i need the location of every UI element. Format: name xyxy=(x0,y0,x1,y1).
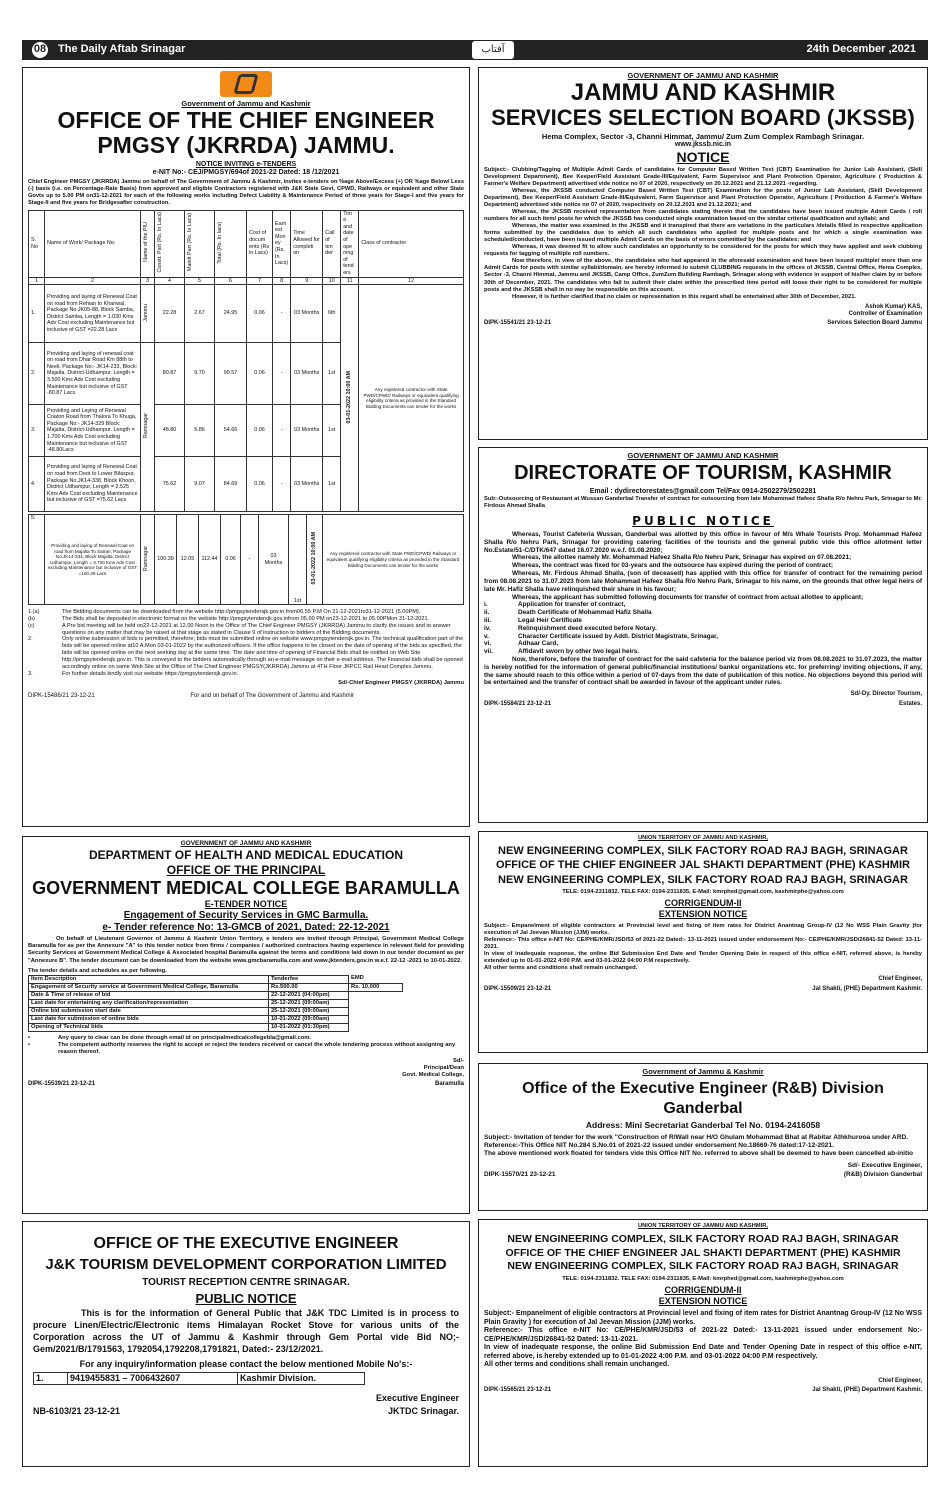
cell-emd xyxy=(348,991,402,999)
jkssb-para: Whereas, the matter was examined in the JKSSB and it transpired that there are variations in the particulars /details filled in respective application forms submitted by the candidates due to which all such candidates who applied for multiple posts and for which a single examination was scheduled/conducted, have been issued multiple Admit Cards on the basis of errors committed by the candidates; and xyxy=(484,223,922,244)
doc-num: vi. xyxy=(484,640,492,648)
note-text: The Bids shall be deposited in electronic format on the website http://pmgsytendersjk.gov.infrom 05.00 PM on23-12-2021 to 05.00PMon 31-12-2021. xyxy=(62,616,430,623)
th-fee: Tenderfee xyxy=(268,975,348,983)
doc-num: v. xyxy=(484,632,489,640)
phe1-others: All other terms and conditions shall remain unchanged. xyxy=(484,965,638,972)
phe2-dipk: DIPK-15565/21 23-12-21 xyxy=(484,1387,552,1394)
tourism-sub: Sub:-Outsourcing of Restaurant at Wussan Ganderbal Transfer of contract for outsourcing from late Mohammad Hafeez Shalla R/o Nehru Park, Srinagar to Mr. Firdous Ahmad Shalla xyxy=(484,496,922,510)
row-sno: 2. xyxy=(29,343,45,405)
jkssb-sign1: Ashok Kumar) KAS, xyxy=(864,303,922,310)
row-earnest: - xyxy=(273,343,291,405)
row5-piu: Ramnagar xyxy=(143,545,149,571)
colnum: 9 xyxy=(291,277,323,285)
cell-fee: 10-01-2022 (09:00am) xyxy=(268,1015,348,1023)
doc-text: Affidavit sworn by other two legal heirs. xyxy=(518,648,640,656)
gmc-dept: DEPARTMENT OF HEALTH AND MEDICAL EDUCATION xyxy=(89,847,403,862)
note-num: 1.(a) xyxy=(28,609,40,616)
phe2-sign2: Jal Shakti, (PHE) Department Kashmir. xyxy=(812,1387,922,1394)
row-time: 03 Months xyxy=(291,343,323,405)
doc-text: Adhaar Card, xyxy=(518,640,559,648)
pmgsy-behalf: For and on behalf of The Government of Jammu and Kashmir xyxy=(190,693,354,700)
rnb-address: Address: Mini Secretariat Ganderbal Tel No. 0194-2416058 xyxy=(585,1120,821,1131)
th-piu: Name of the PIU xyxy=(143,222,149,263)
table-row xyxy=(29,975,403,983)
pmgsy-sign: Sd/-Chief Engineer PMGSY (JKRRDA) Jammu xyxy=(338,680,464,687)
gmc-title: GOVERNMENT MEDICAL COLLEGE BARAMULLA xyxy=(32,878,460,899)
gmc-dipk: DIPK-15539/21 23-12-21 xyxy=(28,1081,96,1088)
row-total: 24.95 xyxy=(215,285,247,343)
list-item xyxy=(484,640,922,648)
row-work: Providing and laying of renewal coat on road from Dhar Road Km 88th to Neeli. Package No:- JK14-233, Block: Majalta, District-Udhampur. Length = 3.500 Kms Adv Cost excluding Maintenance but inclusive of GST -80.87 Lacs xyxy=(45,343,141,405)
row-total: 112.44 xyxy=(199,515,221,605)
row5-class: Any registered contractor with State PWD/CPWD/ Railways or equivalent qualifying eligibility criteria as provided in the Standard Bidding Documents can tender for the works xyxy=(323,515,464,605)
jkssb-para: Whereas, the JKSSB received representation from candidates stating therein that the candidates have been issued multiple Admit Cards / roll numbers for all such item/ posts for which the JKSSB has conducted single examination based on the similar criteria/ qualification and syllabi; and xyxy=(484,208,922,222)
cell-item: Last date for entertaining any clarification/representation xyxy=(29,999,269,1007)
th-maintt: Maintt Part (Rs. In Lacs) xyxy=(187,213,193,272)
doc-text: Application for transfer of contract, xyxy=(518,601,626,609)
row-maintt: 9.70 xyxy=(185,343,215,405)
row-time: 03 Months xyxy=(291,285,323,343)
tourism-title: DIRECTORATE OF TOURISM, KASHMIR xyxy=(514,462,892,485)
tourism-para: Whereas, the contract was fixed for 03-years and the outsource has expired during the period of contract; xyxy=(512,562,834,570)
issue-date: 24th December ,2021 xyxy=(806,43,916,56)
contact-num: 1. xyxy=(34,1373,68,1385)
colnum: 6 xyxy=(215,277,247,285)
row-work: Providing and Laying of Renewal Coaton Road from Thalora To Khuga, Package No:- JK14-329 Block: Majalta, District-Udhampur. Length = 1.700 Kms Adv Cost excluding Maintenance but inclusive of GST -48.80Lacs xyxy=(45,405,141,457)
phe2-reference: Reference:- This office e-NIT No: CE/PHE/KMR/JSD/53 of 2021-22 Dated:- 13-11-2021 issued under endorsement No:-CE/PHE/KMR/JSD/26841-52 Dated: 13-11-2021. xyxy=(484,1327,922,1343)
row-constt: 48.80 xyxy=(155,405,185,457)
tourism-final: Now, therefore, before the transfer of contract for the said cafeteria for the balance period viz from 08.08.2021 to 31.07.2023, the matter is hereby notified for the information of general public/financial institutions/ banks/ organizations etc. for preferring/ inviting objections, if any, the same should reach to this office within a period of 07-days from the date of publication of this notice. No objections beyond this period will be entertained and the transfer of contract shall be awarded in favour of the applicant under rules. xyxy=(484,656,922,687)
piu-jammu: Jammu xyxy=(143,303,149,322)
tourism-sign2: Estates. xyxy=(898,700,922,707)
jktdc-contact-intro: For any inquiry/information please contact the below mentioned Mobile No's:- xyxy=(79,1359,413,1370)
table-row xyxy=(29,999,403,1007)
colnum: 1 xyxy=(29,277,45,285)
cell-fee: 22-12-2021 (04:00pm) xyxy=(268,991,348,999)
doc-num: ii. xyxy=(484,609,490,617)
note-num: 2. xyxy=(28,636,33,643)
colnum-row xyxy=(29,277,464,285)
jkssb-para: Whereas, it was deemed fit to allow such candidates an opportunity to be considered for the posts for which they have applied and seek clubbing requests for tagging of multiple roll numbers. xyxy=(484,244,922,258)
list-item: • Any query to clear can be done through email id on principalmedicalcollegebla@gmail.com. xyxy=(28,1035,312,1042)
th-constt: Constt. Part (Rs. In Lacs) xyxy=(157,212,163,273)
phe1-corrigendum: CORRIGENDUM-II xyxy=(664,898,742,909)
pmgsy-intro: Chief Engineer PMGSY (JKRRDA) Jammu on behalf of The Government of Jammu & Kashmir, invites e-tenders on %age Above/Excess (+) OR %age Below/ Less (-) basis (i.e. on Percentage-Rate Basis) from approved and eligible Contractors registered with J&K State Govt, CPWD, Railways or equivalent and other State Govts up to 5.00 PM on31-12-2021 for each of the following works including Defect Liability & Maintenance Period of three years for Stage-I and five years for Stage-II and five years for Bridgesafter construction. xyxy=(28,178,464,206)
row-maintt: 5.86 xyxy=(185,405,215,457)
th-call: Call of ten der xyxy=(323,210,341,277)
jkssb-dipk: DIPK-15541/21 23-12-21 xyxy=(484,320,552,327)
piu-ramnagar: Ramnagar xyxy=(143,413,149,439)
note-item xyxy=(28,609,464,616)
note-num: 3. xyxy=(28,670,33,677)
gmc-bullets xyxy=(28,1035,464,1056)
contact-division: Kashmir Division. xyxy=(238,1373,365,1385)
phe1-sign1: Chief Engineer, xyxy=(878,976,922,983)
doc-num: i. xyxy=(484,601,488,609)
row5-date: 03-01-2022 10:00 AM xyxy=(311,532,318,585)
jktdc-nb: NB-6103/21 23-12-21 xyxy=(33,1406,121,1417)
colnum: 7 xyxy=(247,277,273,285)
phe2-ut: UNION TERRITORY OF JAMMU AND KASHMIR, xyxy=(637,1223,769,1229)
jkssb-notice xyxy=(478,67,928,440)
row-constt: 100.39 xyxy=(155,515,177,605)
phe1-line3: NEW ENGINEERING COMPLEX, SILK FACTORY ROAD RAJ BAGH, SRINAGAR xyxy=(498,873,908,886)
row-total: 54.66 xyxy=(215,405,247,457)
jkssb-website: www.jkssb.nic.in xyxy=(674,140,732,148)
list-item xyxy=(484,625,922,633)
row-maintt: 12.05 xyxy=(177,515,199,605)
list-item xyxy=(484,633,922,641)
list-item xyxy=(484,609,922,617)
note-text: Only online submission of bids is permitted, therefore; bids must be submitted online on website www.pmgsytendersjk.gov.in. The technical qualification part of the bids will be opened online at10 A.Mon 03-01-2022 by the authorized officers. If the office happens to be closed on the date of opening of the bids as specified, the bids will be opened online on the next working day at the same time. The date and time of opening of Financial Bids shall be notified on Web Site http://pmgsytendersjk.gov.in. This is conveyed to the bidders automatically through an e-mail message on their e-mail address. The Financial bids shall be opened accordingly online on same Web Site at the Office of The Chief Engineer PMGSY(JKRRDA) Jammu at 4TH Floor JKPCC Rail Head Complex Jammu. xyxy=(62,636,464,670)
row-constt: 22.28 xyxy=(155,285,185,343)
phe2-subject: Subject:- Empanelment of eligible contractors at Provincial level and fixing of item rates for District Anantnag Group-IV (12 No WSS Plain Gravity ) for execution of Jal Jeevan Mission (JJM) works. xyxy=(484,1309,922,1326)
phe1-tel: TELE: 0194-2311832. TELE FAX: 0194-2311835, E-Mail: kmrphed@gmail.com, kashmirphe@yahoo.com xyxy=(562,888,844,895)
gmc-office: OFFICE OF THE PRINCIPAL xyxy=(166,862,326,877)
row-work: Providing and laying of Renewal Coat on road from Deot to Lower Bilaspur, Package No.JK14-338, Block Khoon, District Udhampur, Length = 2.525 Kms Adv Cost excluding Maintenance but inclusive of GST =75.62 Lacs xyxy=(45,457,141,512)
tourism-para: Whereas, Tourist Cafeteria Wussan, Ganderbal was allotted by this office in favour of M/s Whale Tourists Prop. Mohammad Hafeez Shalla R/o Nehru Park, Srinagar for providing catering facilities of the tourists and the general public vide this office allotment letter No.Estate/51-C/DTK/647 dated 16.07.2020 w.e.f. 01.08.2020; xyxy=(484,531,922,554)
paper-logo: آفتاب xyxy=(472,41,514,59)
rnb-sign2: (R&B) Division Ganderbal xyxy=(843,1171,922,1179)
cell-item: Last date for submission of online bids xyxy=(29,1015,269,1023)
rnb-dipk: DIPK-15570/21 23-12-21 xyxy=(484,1171,556,1179)
gmc-engagement: Engagement of Security Services in GMC Barmulla. xyxy=(123,909,369,921)
th-time: Time Allowed for completi on xyxy=(291,210,323,277)
table-row xyxy=(29,983,403,991)
tourism-dipk: DIPK-15584/21 23-12-21 xyxy=(484,700,552,707)
pmgsy-dipk: DIPK-15486/21 23-12-21 xyxy=(28,693,95,700)
jkssb-para: Now therefore, in view of the above, the candidates who had appeared in the aforesaid examination and have been issued multiple/ more than one Admit Cards for posts with similar syllabi/domain, are hereby informed to submit CLUBBING requests in the offices of JKSSB, Central Office, Hema Complex, Sector -3, Channi Himmat, Jammu and JKSSB, Camp Office, ZumZum Building Rambagh, Srinagar along with evidence in support of his/her claim by or before 30th of December, 2021. The candidates who fail to submit their claim within the prescribed time period will loose their right to be considered for multiple posts and the JKSSB shall in no way be responsible on this account. xyxy=(484,258,922,293)
note-text: A Pre bid meeting will be held on22-12-2021 at 12.00 Noon in the Office of The Chief Engineer PMGSY (JKRRDA) Jammu to clarify the issues and to answer questions on any matter that may be raised at that stage as stated in Clause 9 of instruction to bidders of the Bidding documents. xyxy=(62,622,451,636)
phe1-ut: UNION TERRITORY OF JAMMU AND KASHMIR, xyxy=(637,835,769,841)
gmc-body: On behalf of Lieutenant Governor of Jammu & Kashmir Union Territory, e tenders are invited through Principal, Government Medical College Baramulla for as per the Annexure "A" to this tender notice from firms / companies / authorized contractors having experience in relevant field for providing Security Services at Government Medical College & Associated hospital Baramulla against the terms and conditions laid down in our tender document as per "Annexure B". The tender document can be downloaded from the website www.gmcbaramulla.com and www.jktenders.gov.in w.e.f. 22-12 -2021 to 10-01-2022. xyxy=(28,936,464,964)
tourism-para: Whereas, the applicant has submitted following documents for transfer of contract from actual allottee to applicant; xyxy=(512,593,864,601)
phe1-dipk: DIPK-15509/21 23-12-21 xyxy=(484,985,552,992)
note-text: For further details kindly visit our website https://pmgsytendersjk.gov.in. xyxy=(62,670,239,677)
cell-emd xyxy=(348,1007,402,1015)
rnb-body: The above mentioned work floated for tenders vide this Office NIT No. referred to above shall be deemed to have been cancelled ab-initio xyxy=(484,1149,914,1157)
row-maintt: 2.67 xyxy=(185,285,215,343)
bullet-text: Any query to clear can be done through email id on principalmedicalcollegebla@gmail.com. xyxy=(58,1035,312,1042)
cell-fee: 25-12-2021 (09:00am) xyxy=(268,1007,348,1015)
bullet-text: The competent authority reserves the right to accept or reject the tenders received or cancel the whole tendering process without assigning any reason thereof. xyxy=(58,1042,456,1056)
row-maintt: 9.07 xyxy=(185,457,215,512)
colnum: 3 xyxy=(141,277,155,285)
pmgsy-nit: e-NIT No:- CEJ/PMGSY/694of 2021-22 Dated: 18 /12/2021 xyxy=(152,169,340,177)
opening-date: 03-01-2022 10:00 AM xyxy=(346,370,353,424)
jkssb-title2: SERVICES SELECTION BOARD (JKSSB) xyxy=(491,105,915,131)
phe2-tel: TELE: 0194-2311832. TELE FAX: 0194-2311835, E-Mail: kmrphed@gmail.com, kashmirphe@yahoo.com xyxy=(562,1275,844,1282)
row-call: 1st xyxy=(323,457,341,512)
phe1-extension: EXTENSION NOTICE xyxy=(658,908,748,919)
phe2-corrigendum: CORRIGENDUM-II xyxy=(664,1285,742,1296)
pmgsy-works-table xyxy=(28,210,464,513)
pmgsy-title1: OFFICE OF THE CHIEF ENGINEER xyxy=(57,107,435,134)
row-earnest: - xyxy=(241,515,259,605)
colnum: 4 xyxy=(155,277,185,285)
jkssb-notice-heading: NOTICE xyxy=(676,149,730,166)
row-call: 1st xyxy=(289,515,307,605)
th-cost: Cost of docum ents (Rs in Lacs) xyxy=(247,210,273,277)
page-number: 08 xyxy=(30,40,50,60)
phe2-body: In view of inadequate response, the online Bid Submission End Date and Tender Opening Date in respect of this office e-NIT, referred above, is hereby extended up to 01-01-2022 4:00 P.M. and 03-01-2022 04:00 P.M respectively. xyxy=(484,1344,922,1360)
jkssb-govt: GOVERNMENT OF JAMMU AND KASHMIR xyxy=(627,71,779,80)
jkssb-para: Whereas, the JKSSB conducted Computer Based Written Test (CBT) Examination for the posts of Junior Lab Assistant, (Skill Development Department), Bee Keeper/Field Assistant Grade-III/Equivalent, Farm Supervisor and Plant Protection Operator, Agriculture ( Production & Farmer's Welfare Department) advertised vide notice no 07 of 2020, respectively on 20.12.2021 and 21.12.2021; and xyxy=(484,187,922,208)
row-sno: 5. xyxy=(29,515,45,605)
tourism-notice-heading: PUBLIC NOTICE xyxy=(632,514,774,529)
doc-num: vii. xyxy=(484,648,493,656)
note-text: The Bidding documents can be downloaded from the website http://pmgsytendersjk.gov.in from06.55 P.M On 21-12-2021to31-12-2021 (5.00PM). xyxy=(62,609,421,616)
phe1-sign2: Jal Shakti, (PHE) Department Kashmir. xyxy=(812,985,922,992)
th-total: Total (Rs. In lacs) xyxy=(217,221,223,264)
doc-text: Relinquishment deed executed before Notary. xyxy=(518,624,657,632)
list-item xyxy=(484,648,922,656)
phe1-subject: Subject:- Empanelment of eligible contractors at Provincial level and fixing of item rates for District Anantnag Group-IV (12 No WSS Plain Gravity )for execution of Jal Jeevan Mission (JJM) works. xyxy=(484,922,922,937)
colnum: 5 xyxy=(185,277,215,285)
rnb-govt: Government of Jammu & Kashmir xyxy=(642,1067,764,1076)
phe1-reference: Reference:- This office e-NIT No: CE/PHE/KMR/JSD/53 of 2021-22 Dated:- 13-11-2021 issued under endorsement No:- CE/PHE/KMR/JSD/26841-52 Dated: 13-11-2021. xyxy=(484,937,922,951)
phe2-notice xyxy=(478,1219,928,1467)
cell-item: Opening of Technical bids xyxy=(29,1024,269,1032)
colnum: 10 xyxy=(323,277,341,285)
doc-text: Legal Heir Certificate xyxy=(518,616,582,624)
gmc-sign3: Baramulla xyxy=(434,1081,464,1088)
pmgsy-subtitle: NOTICE INVITING e-TENDERS xyxy=(195,160,297,168)
cell-emd xyxy=(348,1024,402,1032)
gmc-reference: e- Tender reference No: 13-GMCB of 2021, Dated: 22-12-2021 xyxy=(102,922,390,934)
phe1-body: In view of inadequate response, the online Bid Submission End Date and Tender Opening Date in respect of this office e-NIT, referred above, is hereby extended up to 01-01-2022 4:00 P.M. and 03-01-2022 04:00 P.M respectively. xyxy=(484,951,922,965)
tourism-contact: Email : dydirectorestates@gmail.com Tel/Fax 0914-2502279/2502281 xyxy=(589,487,817,495)
tourism-docs xyxy=(484,601,922,656)
row-total: 84.69 xyxy=(215,457,247,512)
row-sno: 4. xyxy=(29,457,45,512)
pmgsy-logo xyxy=(220,71,272,97)
pmgsy-govt: Government of Jammu and Kashmir xyxy=(181,99,311,108)
gmc-sign1: Principal/Dean xyxy=(423,1065,464,1072)
jkssb-address: Hema Complex, Sector -3, Channi Himmat, Jammu/ Zum Zum Complex Rambagh Srinagar. xyxy=(541,131,865,141)
cell-item: Engagement of Security service at Government Medical College, Baramulla xyxy=(29,983,269,991)
jkssb-sign2: Controller of Examination xyxy=(848,311,922,318)
phe2-line2: OFFICE OF THE CHIEF ENGINEER JAL SHAKTI DEPARTMENT (PHE) KASHMIR xyxy=(505,1246,901,1259)
jkssb-subject: Subject:- Clubbing/Tagging of Multiple Admit Cards of candidates for Computer Based Written Test (CBT) Examination for Junior Lab Assistant, (Skill Development Department), Bee Keeper/Field Assistant Grade-III/Equivalent, Farm Supervisor and Plant Protection Operator, Agriculture ( Production & Farmer's Welfare Department) advertised vide notice no 07 of 2020, respectively on 20.12.2021 and 21.12.2021 -regarding. xyxy=(484,166,922,187)
table-row xyxy=(29,1024,403,1032)
row-time: 03 Months xyxy=(291,405,323,457)
row-earnest: - xyxy=(273,285,291,343)
gmc-sign2: Govt. Medical College, xyxy=(402,1072,464,1079)
row-time: 03 Months xyxy=(259,515,289,605)
table-row xyxy=(29,285,464,343)
contractor-class: Any registered contractor with State PWD/CPWD/ Railways or equivalent qualifying eligibility criteria as provided in the Standard Bidding Documents can tender for the works xyxy=(359,285,464,512)
doc-num: iii. xyxy=(484,616,492,624)
tourism-notice xyxy=(478,447,928,823)
jktdc-title1: OFFICE OF THE EXECUTIVE ENGINEER xyxy=(93,1235,399,1252)
pmgsy-title2: PMGSY (JKRRDA) JAMMU. xyxy=(97,131,395,158)
jktdc-sub: TOURIST RECEPTION CENTRE SRINAGAR. xyxy=(142,1276,350,1288)
row-constt: 80.87 xyxy=(155,343,185,405)
colnum: 2 xyxy=(45,277,141,285)
jktdc-title2: J&K TOURISM DEVELOPMENT CORPORATION LIMITED xyxy=(45,1255,447,1273)
cell-emd: Rs. 10,000 xyxy=(348,983,402,991)
cell-emd xyxy=(348,1015,402,1023)
list-item xyxy=(484,617,922,625)
note-item xyxy=(28,671,464,678)
th-work: Name of Work/ Package No. xyxy=(45,210,141,277)
jktdc-contact-table xyxy=(33,1372,365,1385)
table-row xyxy=(29,515,464,605)
jktdc-notice xyxy=(22,1221,470,1467)
row-constt: 75.62 xyxy=(155,457,185,512)
table-row xyxy=(29,1007,403,1015)
note-num: (c) xyxy=(28,622,35,629)
row-cost: 0.06 xyxy=(247,405,273,457)
cell-fee: 10-01-2022 (01:30pm) xyxy=(268,1024,348,1032)
note-num: (b) xyxy=(28,616,35,623)
gmc-etn: E-TENDER NOTICE xyxy=(204,898,288,909)
row-cost: 0.06 xyxy=(247,343,273,405)
cell-item: Online bid submission start date xyxy=(29,1007,269,1015)
row-cost: 0.06 xyxy=(221,515,241,605)
gmc-notice xyxy=(22,836,470,1214)
row-sno: 3. xyxy=(29,405,45,457)
pmgsy-row5-table xyxy=(28,514,464,605)
rnb-reference: Reference:-This Office NIT No.284 S.No.01 of 2021-22 issued under endorsement No.18669-76 dated:17-12-2021. xyxy=(484,1141,834,1149)
pmgsy-notes xyxy=(28,609,464,677)
phe2-sign1: Chief Engineer, xyxy=(878,1377,922,1384)
gmc-schedule-table xyxy=(28,975,403,1032)
contact-phone: 9419455831 – 7006432607 xyxy=(68,1373,238,1385)
row-call: 6th xyxy=(323,285,341,343)
jktdc-sign2: JKTDC Srinagar. xyxy=(387,1406,459,1417)
th-item: Item Description xyxy=(29,975,269,983)
row-work: Providing and laying of Renewal Coat on road from Majalta To Satrari, Package No.JK14-334, Block Majalta, District Udhampur, Length = 3.700 Kms Adv Cost excluding Maintenance but inclusive of GST =100.39 Lacs xyxy=(45,515,141,605)
phe2-others: All other terms and conditions shall remain unchanged. xyxy=(484,1361,670,1369)
cell-fee: Rs.500.00 xyxy=(268,983,348,991)
list-item xyxy=(484,601,922,609)
gmc-schedule-intro: The tender details and schedules as per following. xyxy=(28,967,167,974)
rnb-title: Office of the Executive Engineer (R&B) Division Ganderbal xyxy=(522,1080,884,1117)
phe1-notice xyxy=(478,831,928,1053)
doc-text: Character Certificate issued by Addl. District Magistrate, Srinagar, xyxy=(518,632,719,640)
table-row xyxy=(29,1015,403,1023)
note-item xyxy=(28,616,464,623)
row-cost: 0.06 xyxy=(247,457,273,512)
list-item: • The competent authority reserves the right to accept or reject the tenders received or cancel the whole tendering process without assigning any reason thereof. xyxy=(28,1042,464,1056)
phe1-line1: NEW ENGINEERING COMPLEX, SILK FACTORY ROAD RAJ BAGH, SRINAGAR xyxy=(498,845,908,858)
jktdc-notice-heading: PUBLIC NOTICE xyxy=(195,1291,297,1306)
th-class: Class of contractor xyxy=(359,210,464,277)
th-sno: S. No xyxy=(29,210,45,277)
row-sno: 1. xyxy=(29,285,45,343)
pmgsy-notice xyxy=(22,67,470,827)
tourism-sign1: Sd/-Dy. Director Tourism, xyxy=(850,691,922,698)
row-earnest: - xyxy=(273,457,291,512)
row-total: 90.57 xyxy=(215,343,247,405)
colnum: 8 xyxy=(273,277,291,285)
th-earnest: Earn est Mon ey (Rs. In Lacs) xyxy=(273,210,291,277)
jktdc-body: This is for the information of General Public that J&K TDC Limited is in process to procure Linen/Electric/Electronic items Himalayan Rocket Stove for various units of the Corporation across the UT of Jammu & Kashmir through Gem Portal vide Bid NO;- Gem/2021/B/1791563, 1792054,1792208,1791821, Dated:- 23/12/2021. xyxy=(33,1307,459,1355)
tourism-govt: GOVERNMENT OF JAMMU AND KASHMIR xyxy=(627,451,779,460)
th-emd: EMD xyxy=(350,975,364,982)
note-item xyxy=(28,636,464,670)
tourism-para: Whereas, Mr. Firdous Ahmad Shalla, (son of deceased) has applied with this office for transfer of contract for the remaining period from 08.08.2021 to 31.07.2023 from late Mohammad Hafeez Shalla R/o Nehru Park, Srinagar to his name, on the grounds that other legal heirs of late Mr. Hafiz Shalla have relinquished their share in his favour; xyxy=(484,570,922,593)
rnb-notice xyxy=(478,1063,928,1211)
jkssb-para: However, it is further clarified that no claim or representation in this regard shall be entertained after 30th of December, 2021. xyxy=(512,293,857,300)
row-earnest: - xyxy=(273,405,291,457)
row-call: 1st xyxy=(323,343,341,405)
row-cost: 0.06 xyxy=(247,285,273,343)
cell-emd xyxy=(348,999,402,1007)
masthead xyxy=(22,40,928,60)
colnum: 11 xyxy=(341,277,359,285)
gmc-govt: GOVERNMENT OF JAMMU AND KASHMIR xyxy=(180,840,312,847)
jkssb-sign3: Services Selection Board Jammu xyxy=(827,320,922,327)
phe1-line2: OFFICE OF THE CHIEF ENGINEER JAL SHAKTI DEPARTMENT (PHE) KASHMIR xyxy=(496,859,910,872)
doc-text: Death Certificate of Mohammad Hafiz Shalla xyxy=(518,609,652,617)
gmc-sign0: Sd/- xyxy=(453,1058,464,1065)
note-item xyxy=(28,623,464,637)
rnb-sign1: Sd/- Executive Engineer, xyxy=(847,1161,922,1169)
table-row xyxy=(29,991,403,999)
cell-fee: 25-12-2021 (09:00am) xyxy=(268,999,348,1007)
table-row xyxy=(34,1373,365,1385)
tourism-para: Whereas, the allottee namely Mr. Mohammad Hafeez Shalla R/o Nehru Park, Srinagar has expired on 07.08.2021; xyxy=(512,554,852,562)
paper-name: The Daily Aftab Srinagar xyxy=(58,43,186,56)
row-work: Providing and laying of Renewal Coat on road from Rehian to Khanwal, Package No.JK05-88, Block Samba, District Samba, Length = 1.030 Kms Adv Cost excluding Maintenance but inclusive of GST =22.28 Lacs xyxy=(45,285,141,343)
doc-num: iv. xyxy=(484,624,491,632)
jkssb-title1: JAMMU AND KASHMIR xyxy=(570,79,836,107)
rnb-subject: Subject:- Invitation of tender for the work "Construction of R/Wall near H/O Ghulam Mohammad Bhat at Rabitar Athkhurooa under ARD. xyxy=(484,1133,909,1141)
th-opening: Tim e and date of ope ning of tend ers xyxy=(341,210,359,277)
row-call: 1st xyxy=(323,405,341,457)
phe2-line3: NEW ENGINEERING COMPLEX, SILK FACTORY ROAD RAJ BAGH, SRINAGAR xyxy=(507,1260,899,1273)
row-time: 03 Months xyxy=(291,457,323,512)
phe2-extension: EXTENSION NOTICE xyxy=(658,1296,748,1307)
colnum: 12 xyxy=(359,277,464,285)
phe2-line1: NEW ENGINEERING COMPLEX, SILK FACTORY ROAD RAJ BAGH, SRINAGAR xyxy=(507,1233,899,1246)
jktdc-sign1: Executive Engineer xyxy=(375,1393,459,1404)
cell-item: Date & Time of release of bid xyxy=(29,991,269,999)
